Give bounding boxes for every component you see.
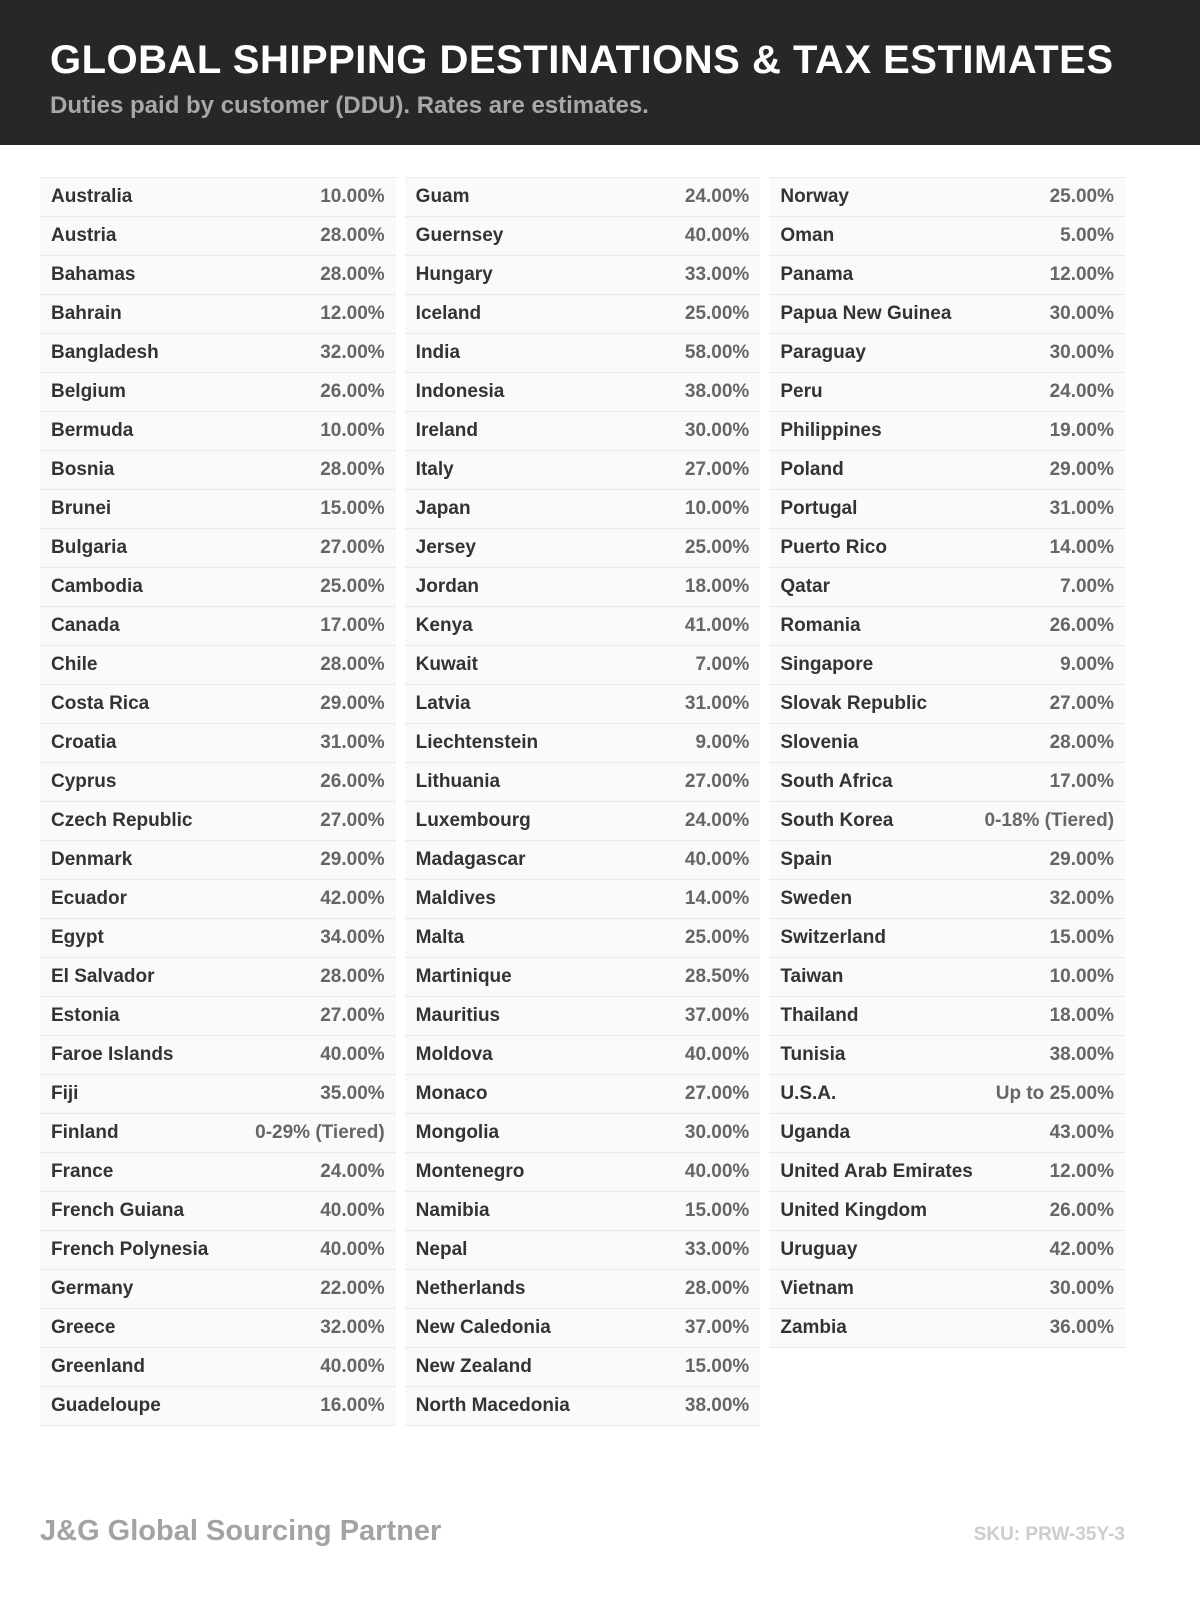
country-name: El Salvador: [51, 966, 155, 987]
table-row: [40, 373, 396, 412]
table-row: [40, 1114, 396, 1153]
table-row: [405, 1153, 761, 1192]
country-name: Australia: [51, 186, 133, 207]
table-row: [405, 1075, 761, 1114]
country-name: Iceland: [415, 303, 482, 324]
table-row: [40, 295, 396, 334]
tax-rate: 40.00%: [320, 1239, 385, 1260]
tax-rate: 27.00%: [684, 1083, 750, 1104]
tax-rate: 10.00%: [1049, 966, 1115, 987]
tax-rate: 38.00%: [684, 381, 750, 402]
country-name: Norway: [780, 186, 849, 207]
country-name: Finland: [51, 1122, 119, 1143]
country-name: Indonesia: [415, 381, 505, 402]
table-row: [40, 1387, 396, 1426]
country-name: New Caledonia: [415, 1317, 551, 1338]
tax-rate: 26.00%: [1049, 615, 1115, 636]
tax-rate: 26.00%: [320, 381, 385, 402]
table-row: [769, 1309, 1125, 1348]
country-name: Cyprus: [51, 771, 117, 792]
country-name: Puerto Rico: [780, 537, 887, 558]
country-name: Sweden: [780, 888, 853, 909]
country-name: Portugal: [780, 498, 858, 519]
tax-rate: 7.00%: [695, 654, 750, 675]
table-row: [769, 1114, 1125, 1153]
table-row: [405, 1387, 761, 1426]
table-row: [40, 1231, 396, 1270]
tax-rate: 29.00%: [320, 693, 385, 714]
tax-rate: 30.00%: [1049, 1278, 1115, 1299]
country-name: New Zealand: [415, 1356, 532, 1377]
table-row: [769, 724, 1125, 763]
tax-rate: 17.00%: [1049, 771, 1115, 792]
country-name: Peru: [780, 381, 823, 402]
tax-rate: 26.00%: [1049, 1200, 1115, 1221]
table-row: [40, 1192, 396, 1231]
country-name: Moldova: [415, 1044, 493, 1065]
country-name: South Africa: [780, 771, 893, 792]
table-column-2: [405, 177, 761, 1426]
country-name: North Macedonia: [415, 1395, 570, 1416]
country-name: Ecuador: [51, 888, 128, 909]
table-row: [405, 1270, 761, 1309]
country-name: Egypt: [51, 927, 104, 948]
country-name: United Kingdom: [780, 1200, 928, 1221]
tax-rate: 24.00%: [320, 1161, 385, 1182]
table-row: [405, 958, 761, 997]
country-name: Oman: [780, 225, 835, 246]
country-name: India: [415, 342, 461, 363]
table-row: [405, 295, 761, 334]
table-row: [769, 997, 1125, 1036]
country-name: South Korea: [780, 810, 894, 831]
tax-rate: 40.00%: [684, 225, 750, 246]
table-row: [405, 490, 761, 529]
country-name: Madagascar: [415, 849, 526, 870]
table-row: [40, 685, 396, 724]
table-row: [769, 451, 1125, 490]
table-column-3: [769, 177, 1125, 1348]
tax-rate: 40.00%: [684, 849, 750, 870]
tax-rate: 10.00%: [684, 498, 750, 519]
table-row: [405, 1192, 761, 1231]
table-row: [405, 529, 761, 568]
country-name: Bahamas: [51, 264, 136, 285]
table-row: [405, 919, 761, 958]
table-row: [40, 412, 396, 451]
table-row: [405, 724, 761, 763]
table-row: [769, 1036, 1125, 1075]
country-name: French Guiana: [51, 1200, 185, 1221]
table-row: [405, 997, 761, 1036]
table-row: [40, 334, 396, 373]
table-row: [405, 763, 761, 802]
country-name: Papua New Guinea: [780, 303, 952, 324]
table-row: [769, 373, 1125, 412]
table-row: [405, 412, 761, 451]
table-row: [40, 490, 396, 529]
table-row: [40, 1153, 396, 1192]
tax-rate: 32.00%: [320, 342, 385, 363]
country-name: Hungary: [415, 264, 493, 285]
tax-rate: 40.00%: [320, 1356, 385, 1377]
country-name: Bulgaria: [51, 537, 128, 558]
table-row: [405, 841, 761, 880]
country-name: Monaco: [415, 1083, 488, 1104]
table-row: [40, 724, 396, 763]
tax-rate: 38.00%: [684, 1395, 750, 1416]
tax-rate: 9.00%: [695, 732, 750, 753]
tax-rate: 30.00%: [684, 1122, 750, 1143]
table-row: [769, 919, 1125, 958]
table-row: [40, 1270, 396, 1309]
country-name: Kenya: [415, 615, 473, 636]
country-name: Zambia: [780, 1317, 847, 1338]
table-row: [769, 802, 1125, 841]
table-row: [405, 1036, 761, 1075]
tax-rate: 37.00%: [684, 1317, 750, 1338]
table-row: [769, 568, 1125, 607]
tax-rate: 24.00%: [684, 810, 750, 831]
country-name: Bermuda: [51, 420, 134, 441]
tax-rate: 0-18% (Tiered): [984, 810, 1115, 831]
country-name: Mauritius: [415, 1005, 501, 1026]
country-name: France: [51, 1161, 114, 1182]
tax-rate: 32.00%: [320, 1317, 385, 1338]
country-name: Cambodia: [51, 576, 143, 597]
country-name: Singapore: [780, 654, 874, 675]
country-name: Jersey: [415, 537, 476, 558]
country-name: Guam: [415, 186, 470, 207]
country-name: Taiwan: [780, 966, 844, 987]
tax-rate: 25.00%: [684, 303, 750, 324]
tax-rate: 9.00%: [1060, 654, 1115, 675]
tax-rate: 42.00%: [1049, 1239, 1115, 1260]
country-name: Canada: [51, 615, 120, 636]
country-name: Philippines: [780, 420, 882, 441]
tax-rate: 41.00%: [684, 615, 750, 636]
tax-rate: 28.00%: [684, 1278, 750, 1299]
country-name: Tunisia: [780, 1044, 846, 1065]
tax-rate: 35.00%: [320, 1083, 385, 1104]
country-name: United Arab Emirates: [780, 1161, 973, 1182]
table-row: [405, 373, 761, 412]
country-name: Spain: [780, 849, 833, 870]
table-row: [40, 1309, 396, 1348]
table-row: [405, 802, 761, 841]
tax-rate: 12.00%: [1049, 1161, 1115, 1182]
country-name: Maldives: [415, 888, 496, 909]
tax-rate: 28.00%: [320, 654, 385, 675]
table-row: [405, 334, 761, 373]
table-row: [769, 1153, 1125, 1192]
tax-rate: 15.00%: [684, 1200, 750, 1221]
table-row: [40, 997, 396, 1036]
table-row: [769, 607, 1125, 646]
table-row: [769, 256, 1125, 295]
table-row: [405, 568, 761, 607]
tax-rate: Up to 25.00%: [995, 1083, 1115, 1104]
country-name: Ireland: [415, 420, 478, 441]
country-name: Greece: [51, 1317, 116, 1338]
country-name: Romania: [780, 615, 861, 636]
table-row: [769, 1192, 1125, 1231]
country-name: Slovenia: [780, 732, 859, 753]
tax-rate: 15.00%: [684, 1356, 750, 1377]
tax-rate: 10.00%: [320, 420, 385, 441]
sku-label: SKU: PRW-35Y-3: [973, 1524, 1125, 1545]
tax-rate: 30.00%: [1049, 342, 1115, 363]
tax-rate: 7.00%: [1060, 576, 1115, 597]
table-row: [40, 568, 396, 607]
table-row: [769, 529, 1125, 568]
tax-rate: 5.00%: [1060, 225, 1115, 246]
tax-rate: 12.00%: [1049, 264, 1115, 285]
table-row: [769, 685, 1125, 724]
tax-rate: 40.00%: [684, 1044, 750, 1065]
country-name: Paraguay: [780, 342, 866, 363]
tax-rate: 40.00%: [684, 1161, 750, 1182]
tax-rate: 14.00%: [1049, 537, 1115, 558]
country-name: Czech Republic: [51, 810, 193, 831]
country-name: Luxembourg: [415, 810, 531, 831]
country-name: U.S.A.: [780, 1083, 837, 1104]
table-row: [405, 217, 761, 256]
tax-rate: 16.00%: [320, 1395, 385, 1416]
country-name: Croatia: [51, 732, 117, 753]
table-row: [40, 256, 396, 295]
country-name: Namibia: [415, 1200, 490, 1221]
tax-rate: 33.00%: [684, 264, 750, 285]
table-row: [40, 178, 396, 217]
table-row: [769, 334, 1125, 373]
tax-rate: 18.00%: [684, 576, 750, 597]
table-row: [40, 1036, 396, 1075]
country-name: Germany: [51, 1278, 134, 1299]
country-name: French Polynesia: [51, 1239, 209, 1260]
tax-rate: 27.00%: [1049, 693, 1115, 714]
table-row: [40, 763, 396, 802]
table-row: [405, 880, 761, 919]
country-name: Slovak Republic: [780, 693, 928, 714]
table-row: [769, 178, 1125, 217]
tax-rate: 30.00%: [1049, 303, 1115, 324]
tax-rate: 31.00%: [1049, 498, 1115, 519]
country-name: Guernsey: [415, 225, 504, 246]
table-row: [769, 295, 1125, 334]
table-row: [769, 1231, 1125, 1270]
tax-rate: 10.00%: [320, 186, 385, 207]
country-name: Martinique: [415, 966, 512, 987]
table-row: [405, 1114, 761, 1153]
tax-rate: 15.00%: [1049, 927, 1115, 948]
tax-rate: 15.00%: [320, 498, 385, 519]
table-row: [40, 1348, 396, 1387]
page-title: GLOBAL SHIPPING DESTINATIONS & TAX ESTIMATES: [50, 38, 1114, 82]
tax-rate: 24.00%: [1049, 381, 1115, 402]
tax-rate: 58.00%: [684, 342, 750, 363]
table-row: [40, 1075, 396, 1114]
country-name: Faroe Islands: [51, 1044, 174, 1065]
table-row: [405, 178, 761, 217]
tax-rate: 38.00%: [1049, 1044, 1115, 1065]
tax-rate: 25.00%: [320, 576, 385, 597]
tax-rate: 32.00%: [1049, 888, 1115, 909]
table-row: [40, 607, 396, 646]
page-footer: [40, 1515, 1125, 1548]
table-row: [405, 1348, 761, 1387]
table-row: [405, 607, 761, 646]
country-name: Poland: [780, 459, 844, 480]
country-name: Jordan: [415, 576, 480, 597]
tax-rate: 40.00%: [320, 1044, 385, 1065]
page-header: [0, 0, 1200, 145]
tax-rate: 28.00%: [1049, 732, 1115, 753]
tax-rate: 26.00%: [320, 771, 385, 792]
country-name: Uruguay: [780, 1239, 858, 1260]
country-name: Netherlands: [415, 1278, 526, 1299]
tax-rate: 29.00%: [1049, 849, 1115, 870]
table-column-1: [40, 177, 396, 1426]
table-row: [40, 646, 396, 685]
table-row: [769, 880, 1125, 919]
table-row: [769, 763, 1125, 802]
tax-rate: 28.00%: [320, 225, 385, 246]
country-name: Chile: [51, 654, 98, 675]
tax-rate: 19.00%: [1049, 420, 1115, 441]
table-row: [769, 1075, 1125, 1114]
country-name: Japan: [415, 498, 471, 519]
country-name: Italy: [415, 459, 454, 480]
tax-rate: 33.00%: [684, 1239, 750, 1260]
brand-name: J&G Global Sourcing Partner: [40, 1515, 442, 1547]
tax-rate: 40.00%: [320, 1200, 385, 1221]
tax-rate: 37.00%: [684, 1005, 750, 1026]
tax-rate: 29.00%: [1049, 459, 1115, 480]
tax-rate: 28.50%: [684, 966, 750, 987]
table-row: [769, 646, 1125, 685]
table-row: [769, 217, 1125, 256]
tax-rate: 27.00%: [320, 537, 385, 558]
tax-rate: 42.00%: [320, 888, 385, 909]
country-name: Estonia: [51, 1005, 120, 1026]
table-row: [769, 412, 1125, 451]
table-row: [40, 880, 396, 919]
country-name: Liechtenstein: [415, 732, 539, 753]
country-name: Qatar: [780, 576, 830, 597]
table-row: [405, 1309, 761, 1348]
tax-rate: 31.00%: [320, 732, 385, 753]
country-name: Latvia: [415, 693, 471, 714]
tax-rate: 27.00%: [684, 459, 750, 480]
tax-rate: 31.00%: [684, 693, 750, 714]
table-row: [405, 646, 761, 685]
tax-rate: 27.00%: [320, 1005, 385, 1026]
tax-rate: 29.00%: [320, 849, 385, 870]
table-row: [40, 919, 396, 958]
table-row: [769, 490, 1125, 529]
country-name: Malta: [415, 927, 465, 948]
tax-rate: 25.00%: [684, 927, 750, 948]
country-name: Belgium: [51, 381, 126, 402]
table-row: [40, 802, 396, 841]
tax-rate: 36.00%: [1049, 1317, 1115, 1338]
tax-rate: 17.00%: [320, 615, 385, 636]
country-name: Vietnam: [780, 1278, 854, 1299]
country-name: Kuwait: [415, 654, 478, 675]
country-name: Panama: [780, 264, 854, 285]
tax-rate: 25.00%: [684, 537, 750, 558]
country-name: Greenland: [51, 1356, 145, 1377]
tax-rate: 18.00%: [1049, 1005, 1115, 1026]
tax-rate: 27.00%: [320, 810, 385, 831]
page-subtitle: Duties paid by customer (DDU). Rates are estimates.: [50, 92, 649, 119]
table-row: [40, 217, 396, 256]
country-name: Switzerland: [780, 927, 886, 948]
tax-rate: 30.00%: [684, 420, 750, 441]
tax-rate: 43.00%: [1049, 1122, 1115, 1143]
table-row: [769, 1270, 1125, 1309]
table-row: [405, 256, 761, 295]
table-row: [769, 841, 1125, 880]
table-row: [405, 685, 761, 724]
table-row: [40, 841, 396, 880]
tax-rate: 28.00%: [320, 966, 385, 987]
country-name: Guadeloupe: [51, 1395, 161, 1416]
country-name: Mongolia: [415, 1122, 500, 1143]
country-name: Lithuania: [415, 771, 501, 792]
tax-rate: 25.00%: [1049, 186, 1115, 207]
tax-rate: 12.00%: [320, 303, 385, 324]
country-name: Fiji: [51, 1083, 79, 1104]
country-name: Bahrain: [51, 303, 122, 324]
country-name: Nepal: [415, 1239, 468, 1260]
country-name: Austria: [51, 225, 117, 246]
table-row: [405, 1231, 761, 1270]
table-row: [769, 958, 1125, 997]
country-name: Bosnia: [51, 459, 115, 480]
tax-rate: 0-29% (Tiered): [255, 1122, 385, 1143]
tax-rate: 28.00%: [320, 459, 385, 480]
tax-rate: 34.00%: [320, 927, 385, 948]
tax-rate: 24.00%: [684, 186, 750, 207]
table-row: [40, 451, 396, 490]
tax-rate: 14.00%: [684, 888, 750, 909]
country-name: Bangladesh: [51, 342, 159, 363]
country-name: Montenegro: [415, 1161, 525, 1182]
country-name: Brunei: [51, 498, 112, 519]
country-name: Costa Rica: [51, 693, 150, 714]
country-name: Uganda: [780, 1122, 851, 1143]
table-row: [40, 529, 396, 568]
tax-rate-table: [40, 177, 1125, 1426]
table-row: [40, 958, 396, 997]
tax-rate: 22.00%: [320, 1278, 385, 1299]
tax-rate: 28.00%: [320, 264, 385, 285]
country-name: Thailand: [780, 1005, 859, 1026]
country-name: Denmark: [51, 849, 133, 870]
table-row: [405, 451, 761, 490]
tax-rate: 27.00%: [684, 771, 750, 792]
